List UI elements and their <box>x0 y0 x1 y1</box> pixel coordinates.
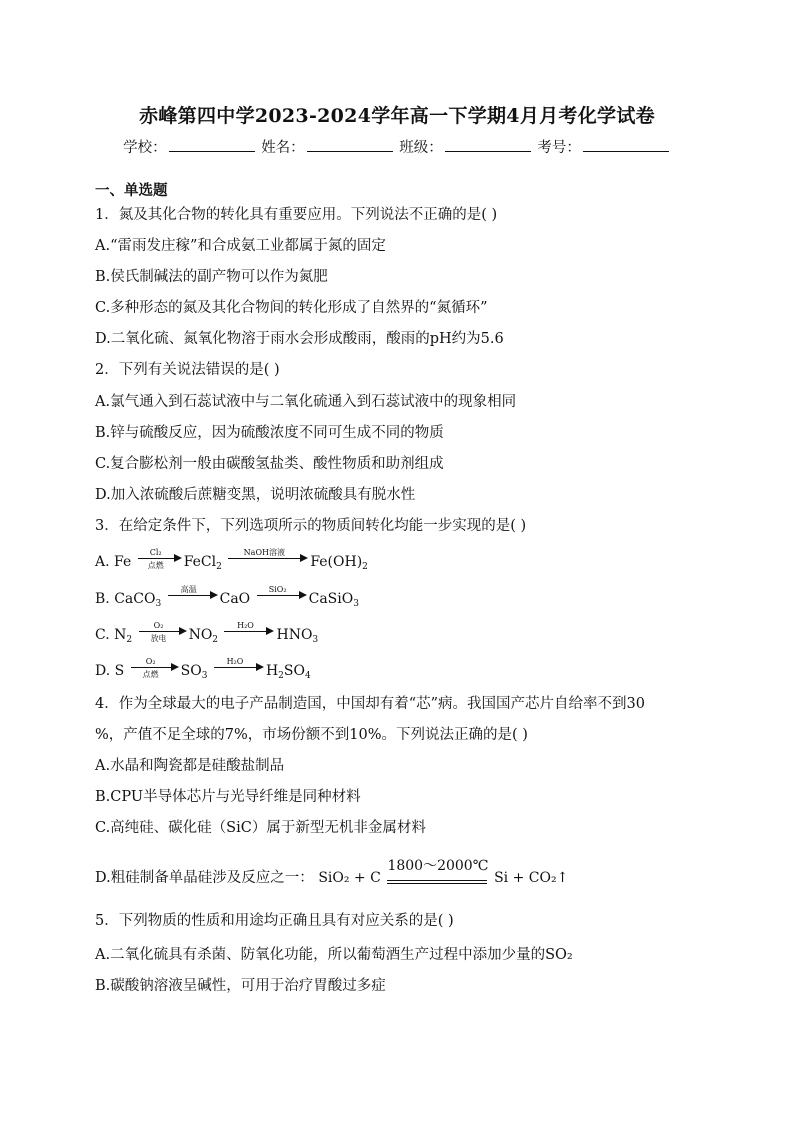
exam-no-blank[interactable] <box>583 139 669 152</box>
q3-option-d: D. S O₂ 点燃 $SO_3$ H₂O $H_2SO_4$ <box>95 657 311 681</box>
q4-option-a: A.水晶和陶瓷都是硅酸盐制品 <box>95 758 285 774</box>
q5-option-a: A.二氧化硫具有杀菌、防氧化功能，所以葡萄酒生产过程中添加少量的SO₂ <box>95 947 573 963</box>
q2-option-b: B.锌与硫酸反应，因为硫酸浓度不同可生成不同的物质 <box>95 425 444 441</box>
arrow-head-icon <box>299 591 307 599</box>
reaction-arrow: NaOH溶液 <box>228 548 308 570</box>
arrow-head-icon <box>266 627 274 635</box>
reaction-arrow: 高温 <box>168 585 218 607</box>
exam-title: 赤峰第四中学2023-2024学年高一下学期4月月考化学试卷 <box>139 105 655 127</box>
q3-stem: 3．在给定条件下，下列选项所示的物质间转化均能一步实现的是( ) <box>95 518 527 534</box>
q5-option-b: B.碳酸钠溶液呈碱性，可用于治疗胃酸过多症 <box>95 978 386 994</box>
exam-no-label: 考号： <box>537 140 581 156</box>
q4-option-d: D.粗硅制备单晶硅涉及反应之一： SiO₂ + C 1800～2000℃ Si + CO₂↑ <box>95 858 568 898</box>
q5-stem: 5．下列物质的性质和用途均正确且具有对应关系的是( ) <box>95 913 454 929</box>
q2-option-d: D.加入浓硫酸后蔗糖变黑，说明浓硫酸具有脱水性 <box>95 487 416 503</box>
equilibrium-condition: 1800～2000℃ <box>387 858 487 898</box>
name-label: 姓名： <box>261 140 305 156</box>
reaction-arrow: SiO₂ <box>257 585 307 607</box>
q4-option-c: C.高纯硅、碳化硅（SiC）属于新型无机非金属材料 <box>95 820 426 836</box>
reaction-arrow: H₂O <box>224 621 274 643</box>
arrow-head-icon <box>210 591 218 599</box>
reaction-arrow: O₂ 放电 <box>139 621 187 643</box>
class-label: 班级： <box>399 140 443 156</box>
q3-option-c: C. $N_2$ O₂ 放电 $NO_2$ H₂O $HNO_3$ <box>95 621 319 645</box>
q1-option-d: D.二氧化硫、氮氧化物溶于雨水会形成酸雨，酸雨的pH约为5.6 <box>95 331 504 347</box>
q1-option-c: C.多种形态的氮及其化合物间的转化形成了自然界的“氮循环” <box>95 300 488 316</box>
reaction-arrow: Cl₂ 点燃 <box>138 548 182 570</box>
q1-stem: 1．氮及其化合物的转化具有重要应用。下列说法不正确的是( ) <box>95 207 498 223</box>
q3-option-a: A. Fe Cl₂ 点燃 FeCl$_2$ NaOH溶液 $Fe(OH)_2$ <box>95 548 368 572</box>
student-info-row <box>0 136 794 157</box>
arrow-head-icon <box>174 554 182 562</box>
reaction-arrow: O₂ 点燃 <box>131 657 179 679</box>
q4-stem-line2: %，产值不足全球的7%，市场份额不到10%。下列说法正确的是( ) <box>95 727 528 743</box>
school-label: 学校： <box>123 140 167 156</box>
q2-option-c: C.复合膨松剂一般由碳酸氢盐类、酸性物质和助剂组成 <box>95 456 444 472</box>
q1-option-b: B.侯氏制碱法的副产物可以作为氮肥 <box>95 269 328 285</box>
q4-stem-line1: 4．作为全球最大的电子产品制造国，中国却有着“芯”病。我国国产芯片自给率不到30 <box>95 696 645 712</box>
name-blank[interactable] <box>307 139 393 152</box>
q1-option-a: A.“雷雨发庄稼”和合成氨工业都属于氮的固定 <box>95 238 386 254</box>
school-blank[interactable] <box>169 139 255 152</box>
section-heading: 一、单选题 <box>95 182 168 199</box>
arrow-head-icon <box>179 627 187 635</box>
reaction-arrow: H₂O <box>214 657 264 679</box>
arrow-head-icon <box>171 663 179 671</box>
class-blank[interactable] <box>445 139 531 152</box>
q4-option-b: B.CPU半导体芯片与光导纤维是同种材料 <box>95 789 361 805</box>
q2-option-a: A.氯气通入到石蕊试液中与二氧化硫通入到石蕊试液中的现象相同 <box>95 394 517 410</box>
q2-stem: 2．下列有关说法错误的是( ) <box>95 362 280 378</box>
q3-option-b: B. CaCO$_3$ 高温 CaO SiO₂ CaSiO$_3$ <box>95 585 359 609</box>
arrow-head-icon <box>256 663 264 671</box>
arrow-head-icon <box>300 554 308 562</box>
